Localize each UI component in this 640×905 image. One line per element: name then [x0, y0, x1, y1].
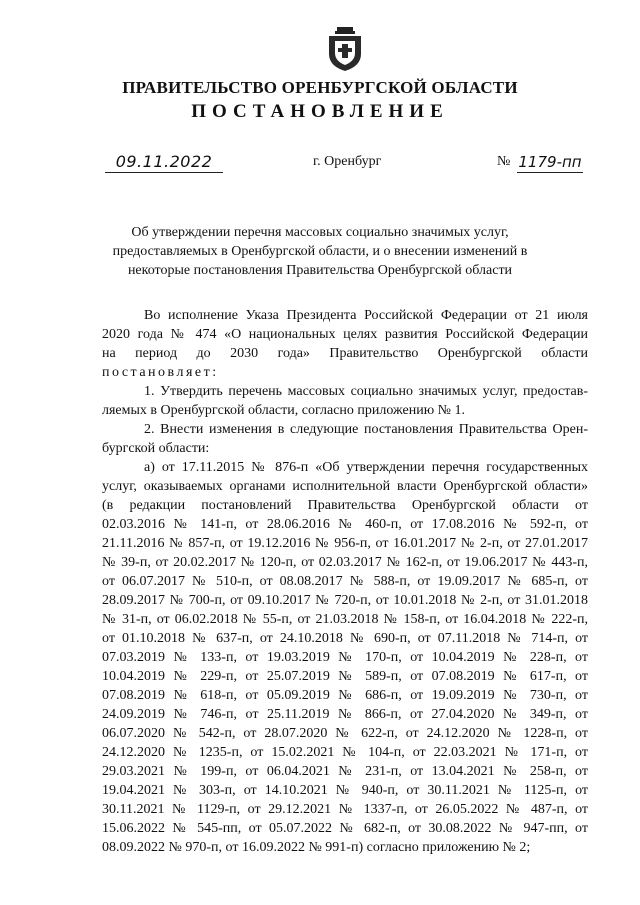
body-line: 07.08.2019 № 618-п, от 05.09.2019 № 686-п, от 19.09.2019 № 730-п, от	[102, 688, 588, 703]
body-line: (в редакции постановлений Правительства Оренбургской области от	[102, 498, 588, 513]
body-line: 2. Внести изменения в следующие постановления Правительства Орен-	[144, 422, 588, 437]
body-line: 15.06.2022 № 545-пп, от 05.07.2022 № 682-п, от 30.08.2022 № 947-пп, от	[102, 821, 588, 836]
body-line: ляемых в Оренбургской области, согласно приложению № 1.	[102, 403, 466, 418]
body-line: услуг, оказываемых органами исполнительной власти Оренбургской области»	[102, 479, 588, 494]
document-number: 1179-пп	[518, 153, 582, 171]
document-meta-row	[0, 152, 640, 176]
document-city: г. Оренбург	[313, 154, 382, 169]
body-line: 24.12.2020 № 1235-п, от 15.02.2021 № 104-п, от 22.03.2021 № 171-п, от	[102, 745, 588, 760]
body-line: от 01.10.2018 № 637-п, от 24.10.2018 № 690-п, от 07.11.2018 № 714-п, от	[102, 631, 588, 646]
document-type: ПОСТАНОВЛЕНИЕ	[191, 101, 449, 122]
body-line: от 06.07.2017 № 510-п, от 08.08.2017 № 588-п, от 19.09.2017 № 685-п, от	[102, 574, 588, 589]
orenburg-coat-of-arms-icon	[325, 26, 365, 72]
body-line: на период до 2030 года» Правительство Оренбургской области	[102, 346, 588, 361]
body-line: № 39-п, от 20.02.2017 № 120-п, от 02.03.2017 № 162-п, от 19.06.2017 № 443-п,	[102, 555, 588, 570]
number-sign: №	[497, 154, 511, 169]
document-body	[102, 306, 588, 857]
body-line: а) от 17.11.2015 № 876-п «Об утверждении перечня государственных	[144, 460, 588, 475]
authority-title: ПРАВИТЕЛЬСТВО ОРЕНБУРГСКОЙ ОБЛАСТИ	[122, 78, 518, 97]
subject-line: некоторые постановления Правительства Оренбургской области	[127, 263, 513, 278]
subject-line: предоставляемых в Оренбургской области, и о внесении изменений в	[112, 244, 528, 259]
body-line: 28.09.2017 № 700-п, от 09.10.2017 № 720-п, от 10.01.2018 № 2-п, от 31.01.2018	[102, 593, 588, 608]
body-line: 06.07.2020 № 542-п, от 28.07.2020 № 622-п, от 24.12.2020 № 1228-п, от	[102, 726, 588, 741]
body-line: 07.03.2019 № 133-п, от 19.03.2019 № 170-п, от 10.04.2019 № 228-п, от	[102, 650, 588, 665]
body-line: 24.09.2019 № 746-п, от 25.11.2019 № 866-п, от 27.04.2020 № 349-п, от	[102, 707, 588, 722]
body-line: 10.04.2019 № 229-п, от 25.07.2019 № 589-п, от 07.08.2019 № 617-п, от	[102, 669, 588, 684]
body-line: 21.11.2016 № 857-п, от 19.12.2016 № 956-п, от 16.01.2017 № 2-п, от 27.01.2017	[102, 536, 588, 551]
document-subject	[100, 223, 540, 280]
document-date: 09.11.2022	[105, 152, 223, 173]
body-line: 19.04.2021 № 303-п, от 14.10.2021 № 940-п, от 30.11.2021 № 1125-п, от	[102, 783, 588, 798]
body-line: 02.03.2016 № 141-п, от 28.06.2016 № 460-п, от 17.08.2016 № 592-п, от	[102, 517, 588, 532]
body-line: бургской области:	[102, 441, 210, 456]
body-line: 08.09.2022 № 970-п, от 16.09.2022 № 991-п) согласно приложению № 2;	[102, 840, 531, 855]
subject-line: Об утверждении перечня массовых социально значимых услуг,	[131, 225, 509, 240]
body-line: № 31-п, от 06.02.2018 № 55-п, от 21.03.2018 № 158-п, от 16.04.2018 № 222-п,	[102, 612, 588, 627]
body-line: 2020 года № 474 «О национальных целях развития Российской Федерации	[102, 327, 588, 342]
body-line: 29.03.2021 № 199-п, от 06.04.2021 № 231-п, от 13.04.2021 № 258-п, от	[102, 764, 588, 779]
body-line: Во исполнение Указа Президента Российской Федерации от 21 июля	[144, 308, 588, 323]
body-line: постановляет:	[102, 365, 219, 380]
body-line: 30.11.2021 № 1129-п, от 29.12.2021 № 1337-п, от 26.05.2022 № 487-п, от	[102, 802, 588, 817]
body-line: 1. Утвердить перечень массовых социально значимых услуг, предостав-	[144, 384, 588, 399]
